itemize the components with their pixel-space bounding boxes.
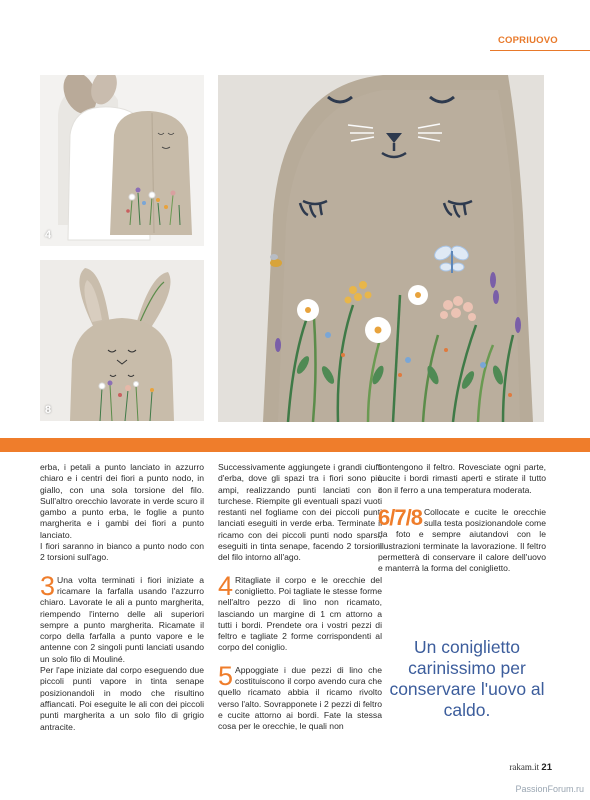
step-5-text: Appoggiate i due pezzi di lino che costituiscono il corpo avendo cura che quello ricamato abbia il ricamo rivolto verso l'alto. Sovrapponete i 2 pezzi di feltro e cucite attorno ai bordi. Fate la stessa cosa per le orecchie, le quali non: [218, 664, 382, 732]
step-3: [40, 570, 204, 665]
step-3-text: Una volta terminati i fiori iniziate a ricamare la farfalla usando l'azzurro chiaro. Lavorate le ali a punto margherita, riempendo l'interno delle ali superiori sempre a punto margherita. Ricamate il corpo della farfalla a punto vapore e le antenne con 2 singoli punti lanciati usando un solo filo di Mouliné.: [40, 574, 204, 664]
orange-divider-band: [0, 438, 590, 452]
step-3-number: 3: [40, 570, 56, 601]
step-6-7-8-text: Collocate e cucite le orecchie sulla testa posizionandole come da foto e sempre aiutandovi con le illustrazioni terminate la lavorazione. Il feltro permetterà di conservare il calore dell'uovo e manterrà la forma del coniglietto.: [378, 506, 546, 574]
site-name: rakam.it: [509, 762, 542, 772]
section-tag: [490, 33, 590, 48]
col1-intro2: I fiori saranno in bianco a punto nodo con 2 torsioni sull'ago.: [40, 541, 204, 563]
photo-number-4: 4: [45, 229, 52, 241]
text-column-1: [40, 462, 204, 733]
embroidery-closeup-illustration: [218, 75, 544, 422]
photo-fabric-pieces: [40, 75, 204, 246]
watermark: PassionForum.ru: [515, 784, 584, 794]
step-4: [218, 570, 382, 654]
text-column-2: [218, 462, 382, 733]
step-6-7-8: [378, 504, 546, 575]
fabric-pieces-illustration: [40, 75, 204, 246]
finished-bunny-illustration: [40, 260, 204, 421]
photo-number-8: 8: [45, 404, 52, 416]
col3-intro: contengono il feltro. Rovesciate ogni parte, cucite i bordi rimasti aperti e stirate il tutto con il ferro a una temperatura moderata.: [378, 462, 546, 495]
col2-intro: Successivamente aggiungete i grandi ciuffi d'erba, dove gli spazi tra i fiori sono più ampi, realizzando punti lanciati con il turchese. Riempite gli eventuali spazi vuoti restanti nel fogliame con dei piccoli punti lanciati eseguiti in verde erba. Terminate il ricamo con dei piccoli punti nodo sparsi, eseguiti in tinta senape, facendo 2 torsioni del filo intorno all'ago.: [218, 462, 382, 563]
step-4-text: Ritagliate il corpo e le orecchie del coniglietto. Poi tagliate le stesse forme nell'altro pezzo di lino non ricamato, lasciando un margine di 1 cm attorno a tutti i bordi. Prendete ora i vostri pezzi di feltro e tagliate 2 forme corrispondenti al corpo del coniglio.: [218, 574, 382, 653]
section-label: COPRIUOVO: [498, 35, 558, 46]
photo-embroidery-closeup: [218, 75, 544, 422]
step-5: [218, 660, 382, 733]
step-5-number: 5: [218, 660, 234, 691]
page-number: 21: [541, 762, 552, 773]
step-6-7-8-number: 6/7/8: [378, 504, 422, 530]
step-3-text2: Per l'ape iniziate dal corpo eseguendo due piccoli punti vapore in tinta senape posizionandoli in modo che risultino affiancati. Poi eseguite le ali con dei piccoli punti margherita a un solo filo di grigio antracite.: [40, 665, 204, 732]
photo-finished-bunny: [40, 260, 204, 421]
section-underline: [490, 50, 590, 52]
page-folio: [509, 762, 552, 773]
pull-quote: Un coniglietto carinissimo per conservare l'uovo al caldo.: [389, 637, 545, 720]
col1-intro: erba, i petali a punto lanciato in azzurro chiaro e i centri dei fiori a punto nodo, in giallo, con una sola torsione del filo. Sull'altro orecchio lavorate in verde scuro il gambo a punto erba, le foglie a punto margherita e i gambi dei fiori a punto lanciato.: [40, 462, 204, 540]
text-column-3: [378, 462, 546, 575]
step-4-number: 4: [218, 570, 234, 601]
